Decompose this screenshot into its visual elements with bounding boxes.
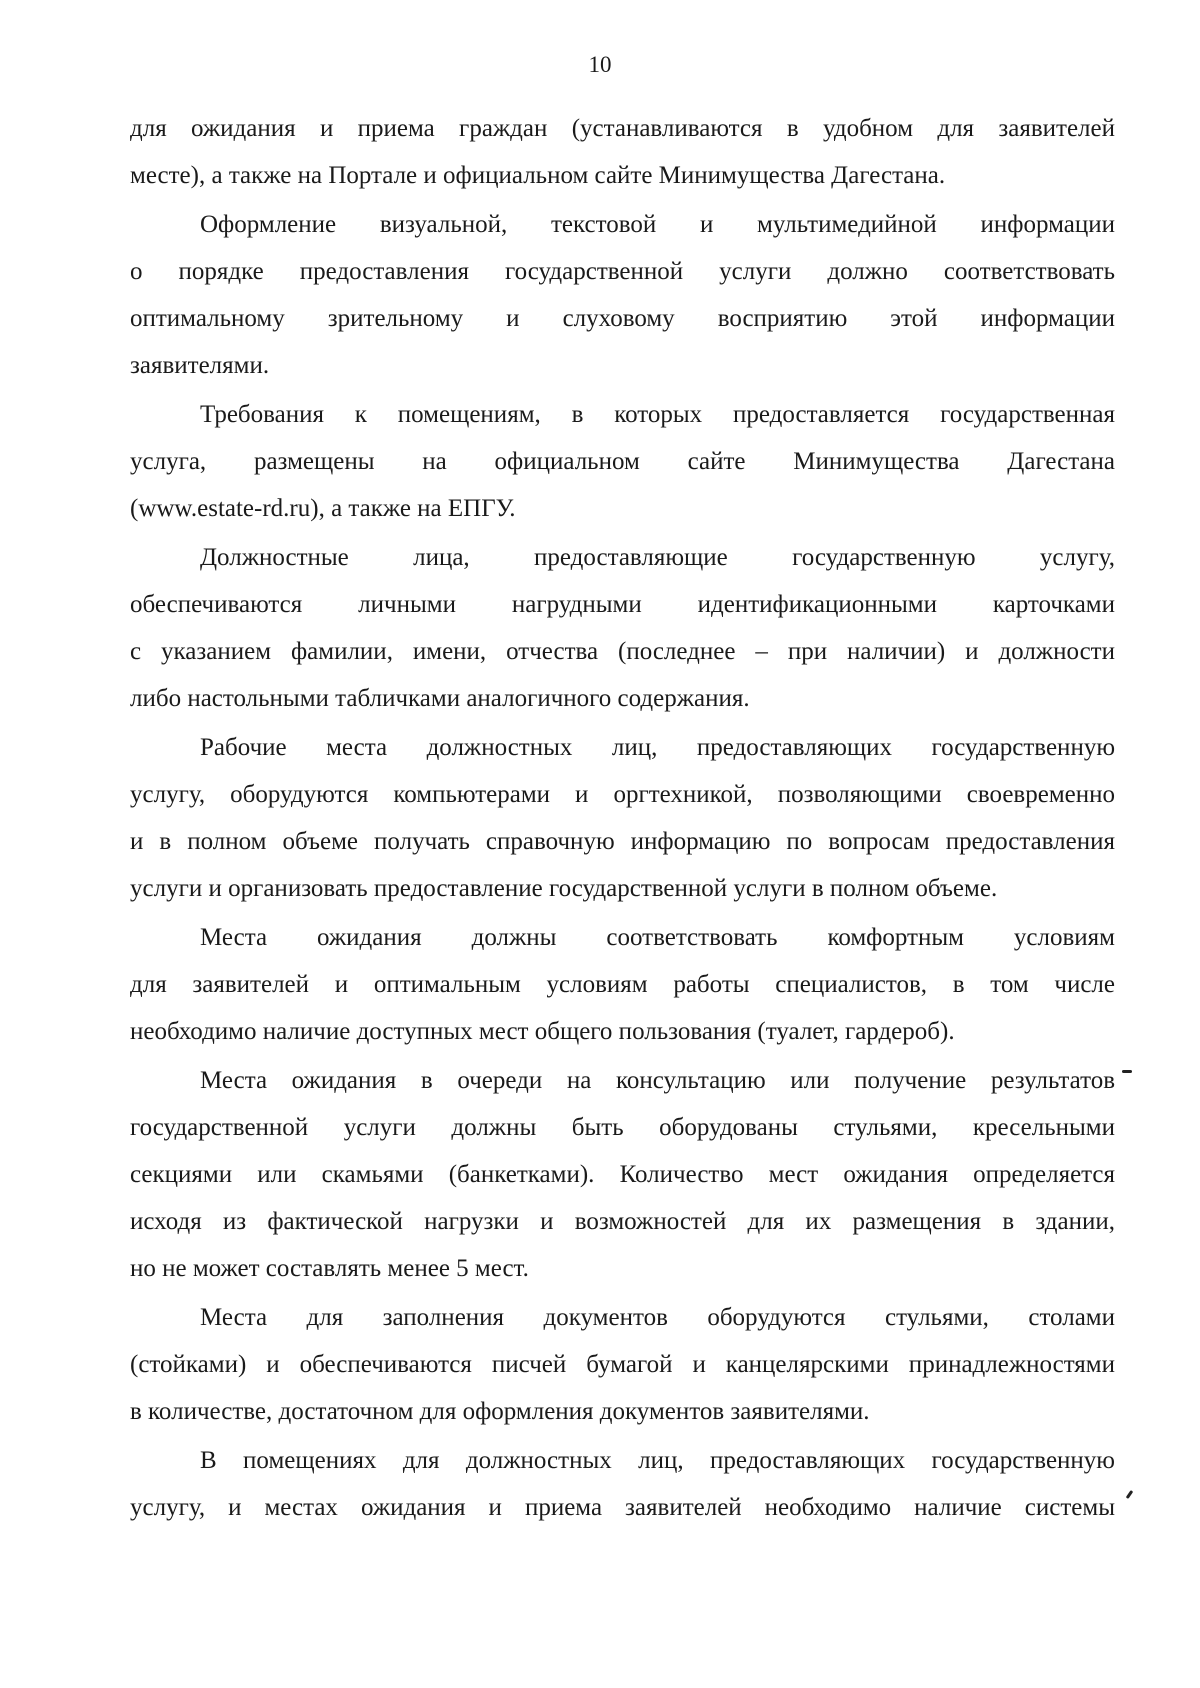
paragraph <box>130 534 1115 722</box>
text-line: для заявителей и оптимальным условиям работы специалистов, в том числе <box>130 971 1115 998</box>
text-line: Должностные лица, предоставляющие государственную услугу, <box>200 544 1115 571</box>
paragraph <box>130 105 1115 199</box>
paragraph <box>130 1294 1115 1435</box>
text-line: с указанием фамилии, имени, отчества (последнее – при наличии) и должности <box>130 638 1115 665</box>
text-line: месте), а также на Портале и официальном сайте Минимущества Дагестана. <box>130 162 946 189</box>
text-line: либо настольными табличками аналогичного содержания. <box>130 685 750 712</box>
text-line: Оформление визуальной, текстовой и мультимедийной информации <box>200 211 1115 238</box>
text-line: Рабочие места должностных лиц, предоставляющих государственную <box>200 734 1115 761</box>
text-line: государственной услуги должны быть оборудованы стульями, кресельными <box>130 1114 1115 1141</box>
text-line: в количестве, достаточном для оформления документов заявителями. <box>130 1398 870 1425</box>
text-line: о порядке предоставления государственной услуги должно соответствовать <box>130 258 1115 285</box>
text-line: обеспечиваются личными нагрудными идентификационными карточками <box>130 591 1115 618</box>
document-body <box>130 105 1115 1531</box>
paragraph <box>130 1437 1115 1531</box>
text-line: Места ожидания должны соответствовать комфортным условиям <box>200 924 1115 951</box>
text-line: услуга, размещены на официальном сайте Минимущества Дагестана <box>130 448 1115 475</box>
text-line: исходя из фактической нагрузки и возможностей для их размещения в здании, <box>130 1208 1115 1235</box>
text-line: секциями или скамьями (банкетками). Количество мест ожидания определяется <box>130 1161 1115 1188</box>
text-line: (стойками) и обеспечиваются писчей бумагой и канцелярскими принадлежностями <box>130 1351 1115 1378</box>
text-line: заявителями. <box>130 352 270 379</box>
paragraph <box>130 201 1115 389</box>
text-line: услугу, оборудуются компьютерами и оргтехникой, позволяющими своевременно <box>130 781 1115 808</box>
paragraph <box>130 391 1115 532</box>
paragraph <box>130 914 1115 1055</box>
text-line: услуги и организовать предоставление государственной услуги в полном объеме. <box>130 875 998 902</box>
text-line: В помещениях для должностных лиц, предоставляющих государственную <box>200 1447 1115 1474</box>
paragraph <box>130 1057 1115 1292</box>
text-line: (www.estate-rd.ru), а также на ЕПГУ. <box>130 495 516 522</box>
scan-mark <box>1126 1490 1134 1499</box>
text-line: оптимальному зрительному и слуховому восприятию этой информации <box>130 305 1115 332</box>
text-line: Места ожидания в очереди на консультацию или получение результатов <box>200 1067 1115 1094</box>
text-line: Требования к помещениям, в которых предоставляется государственная <box>200 401 1115 428</box>
text-line: услугу, и местах ожидания и приема заявителей необходимо наличие системы <box>130 1494 1115 1521</box>
paragraph <box>130 724 1115 912</box>
text-line: для ожидания и приема граждан (устанавливаются в удобном для заявителей <box>130 115 1115 142</box>
text-line: Места для заполнения документов оборудуются стульями, столами <box>200 1304 1115 1331</box>
text-line: и в полном объеме получать справочную информацию по вопросам предоставления <box>130 828 1115 855</box>
text-line: необходимо наличие доступных мест общего пользования (туалет, гардероб). <box>130 1018 955 1045</box>
text-line: но не может составлять менее 5 мест. <box>130 1255 529 1282</box>
page-number: 10 <box>588 52 612 77</box>
scan-mark <box>1122 1070 1132 1073</box>
